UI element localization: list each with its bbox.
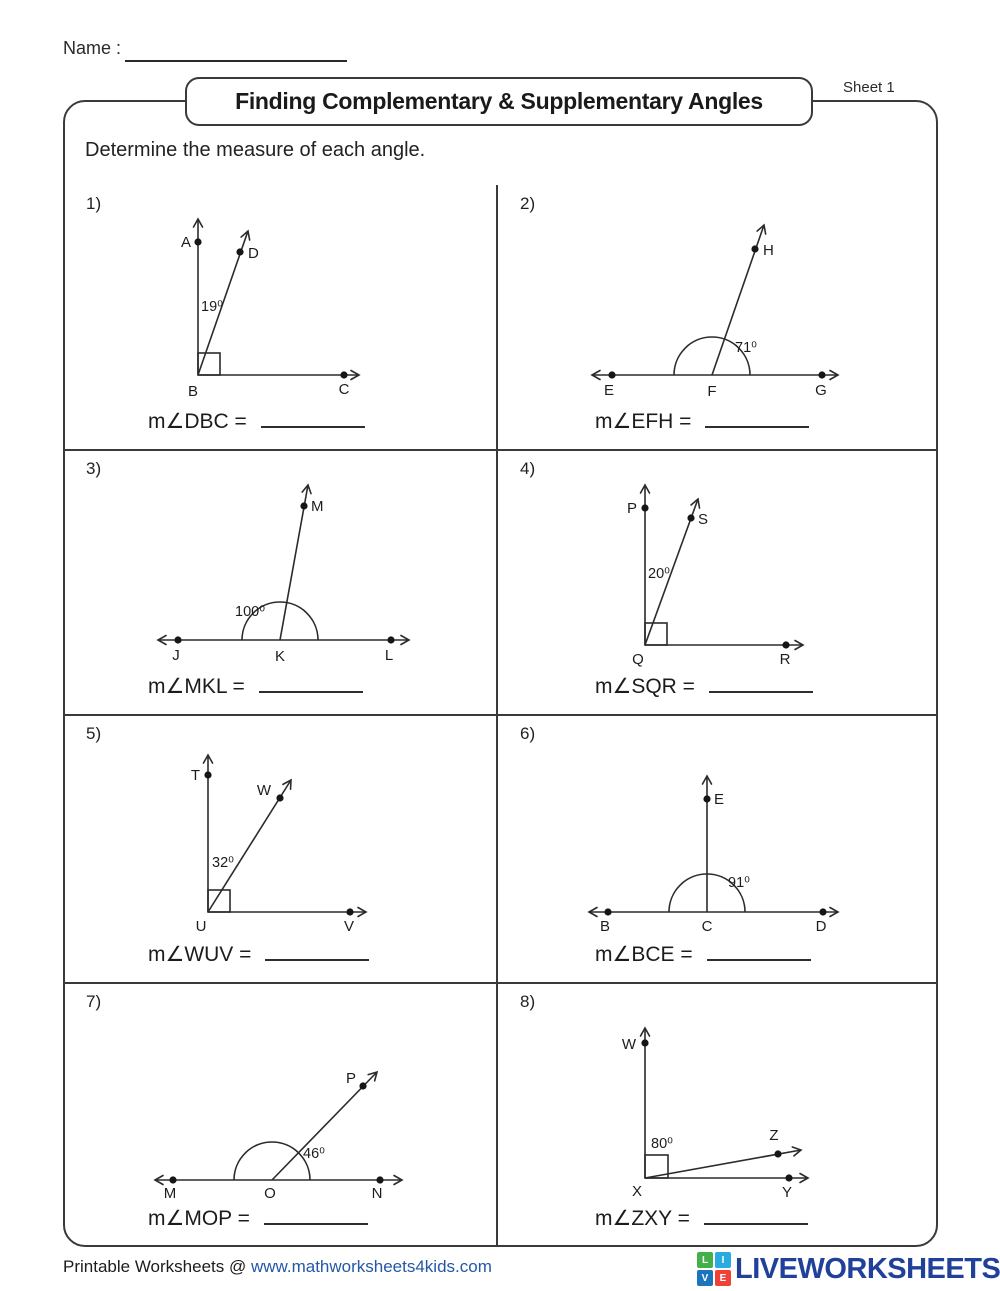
point-dot xyxy=(687,514,694,521)
point-label: T xyxy=(190,767,200,784)
angle-value-label: 32⁰ xyxy=(212,855,234,871)
name-blank[interactable] xyxy=(125,60,347,62)
angle-value-label: 91⁰ xyxy=(728,875,750,891)
problem-number: 1) xyxy=(86,194,102,213)
problem-grid xyxy=(63,185,938,1247)
problem-cell-5 xyxy=(63,715,497,983)
vertex-label: O xyxy=(264,1185,276,1202)
vertex-label: K xyxy=(274,648,286,665)
point-dot xyxy=(340,371,347,378)
point-label: W xyxy=(621,1036,636,1053)
angle-value-label: 100⁰ xyxy=(235,604,266,620)
point-dot xyxy=(387,636,394,643)
answer-label: m∠DBC = xyxy=(148,410,247,433)
point-label: V xyxy=(343,918,355,935)
point-label: D xyxy=(248,245,259,262)
point-label: P xyxy=(626,500,637,517)
liveworksheets-tiles-icon xyxy=(697,1252,731,1286)
problem-cell-3 xyxy=(63,450,497,715)
angle-value-label: 80⁰ xyxy=(651,1136,673,1152)
point-dot xyxy=(774,1150,781,1157)
point-label: D xyxy=(815,918,827,935)
problem-cell-8 xyxy=(497,983,938,1247)
problem-cell-7 xyxy=(63,983,497,1247)
point-dot xyxy=(641,504,648,511)
answer-label: m∠WUV = xyxy=(148,943,252,966)
answer-row xyxy=(595,1206,808,1231)
answer-blank[interactable] xyxy=(709,677,813,693)
angle-value-label: 20⁰ xyxy=(648,566,670,582)
problem-number: 6) xyxy=(520,724,536,743)
problem-number: 7) xyxy=(86,992,102,1011)
point-dot xyxy=(703,795,710,802)
point-dot xyxy=(169,1176,176,1183)
point-dot xyxy=(276,794,283,801)
vertex-label: U xyxy=(195,918,207,935)
vertex-label: X xyxy=(631,1183,643,1200)
answer-row xyxy=(148,674,363,699)
point-label: C xyxy=(338,381,350,398)
point-label: E xyxy=(714,791,725,808)
name-label: Name : xyxy=(63,38,122,58)
logo-tile-l: L xyxy=(697,1252,713,1268)
point-label: L xyxy=(384,647,394,664)
vertex-label: F xyxy=(707,383,717,400)
point-label: E xyxy=(603,382,615,399)
answer-blank[interactable] xyxy=(259,677,363,693)
answer-row xyxy=(148,1206,368,1231)
answer-row xyxy=(148,409,365,434)
point-dot xyxy=(376,1176,383,1183)
point-dot xyxy=(194,238,201,245)
point-dot xyxy=(236,248,243,255)
problem-number: 3) xyxy=(86,459,102,478)
problem-cell-2 xyxy=(497,185,938,450)
problem-cell-6 xyxy=(497,715,938,983)
logo-tile-e: E xyxy=(715,1270,731,1286)
point-dot xyxy=(204,771,211,778)
problem-cell-1 xyxy=(63,185,497,450)
point-label: B xyxy=(599,918,611,935)
instruction-text: Determine the measure of each angle. xyxy=(85,139,426,161)
point-dot xyxy=(608,371,615,378)
answer-label: m∠SQR = xyxy=(595,675,695,698)
footer-prefix: Printable Worksheets @ xyxy=(63,1257,251,1276)
answer-blank[interactable] xyxy=(265,945,369,961)
point-label: M xyxy=(163,1185,177,1202)
answer-row xyxy=(595,409,809,434)
answer-blank[interactable] xyxy=(261,412,365,428)
point-dot xyxy=(641,1039,648,1046)
point-label: H xyxy=(763,242,774,259)
point-dot xyxy=(751,245,758,252)
footer-website-link[interactable]: www.mathworksheets4kids.com xyxy=(250,1257,492,1276)
point-label: G xyxy=(815,382,827,399)
answer-row xyxy=(148,942,369,967)
angle-arc xyxy=(234,1142,310,1180)
logo-tile-v: V xyxy=(697,1270,713,1286)
point-dot xyxy=(300,502,307,509)
sheet-number: Sheet 1 xyxy=(843,79,895,96)
point-label: Y xyxy=(781,1184,793,1201)
problem-cell-4 xyxy=(497,450,938,715)
point-dot xyxy=(346,908,353,915)
point-label: Z xyxy=(769,1127,779,1144)
liveworksheets-logo[interactable] xyxy=(697,1252,1000,1286)
vertex-label: B xyxy=(187,383,199,400)
footer-credit xyxy=(63,1257,492,1277)
answer-blank[interactable] xyxy=(264,1209,368,1225)
point-dot xyxy=(359,1082,366,1089)
answer-row xyxy=(595,674,813,699)
answer-label: m∠ZXY = xyxy=(595,1207,690,1230)
answer-label: m∠MOP = xyxy=(148,1207,250,1230)
problem-number: 4) xyxy=(520,459,536,478)
point-dot xyxy=(785,1174,792,1181)
liveworksheets-wordmark: LIVEWORKSHEETS xyxy=(735,1252,1000,1285)
point-label: R xyxy=(779,651,791,668)
logo-tile-i: I xyxy=(715,1252,731,1268)
problem-number: 8) xyxy=(520,992,536,1011)
point-label: P xyxy=(345,1070,356,1087)
point-dot xyxy=(819,908,826,915)
problem-number: 2) xyxy=(520,194,536,213)
angle-value-label: 19⁰ xyxy=(201,299,223,315)
point-dot xyxy=(818,371,825,378)
point-label: N xyxy=(371,1185,383,1202)
vertex-label: C xyxy=(701,918,713,935)
point-label: J xyxy=(172,647,180,664)
point-label: S xyxy=(698,511,709,528)
answer-blank[interactable] xyxy=(704,1209,808,1225)
answer-label: m∠EFH = xyxy=(595,410,692,433)
point-label: M xyxy=(311,498,324,515)
vertex-label: Q xyxy=(632,651,644,668)
answer-row xyxy=(595,942,811,967)
point-dot xyxy=(782,641,789,648)
point-dot xyxy=(604,908,611,915)
point-label: A xyxy=(180,234,191,251)
worksheet-title: Finding Complementary & Supplementary Angles xyxy=(185,77,813,126)
answer-blank[interactable] xyxy=(705,412,809,428)
problem-number: 5) xyxy=(86,724,102,743)
point-dot xyxy=(174,636,181,643)
answer-label: m∠MKL = xyxy=(148,675,245,698)
answer-label: m∠BCE = xyxy=(595,943,693,966)
point-label: W xyxy=(256,782,271,799)
angle-value-label: 71⁰ xyxy=(735,340,757,356)
answer-blank[interactable] xyxy=(707,945,811,961)
angle-value-label: 46⁰ xyxy=(303,1146,325,1162)
